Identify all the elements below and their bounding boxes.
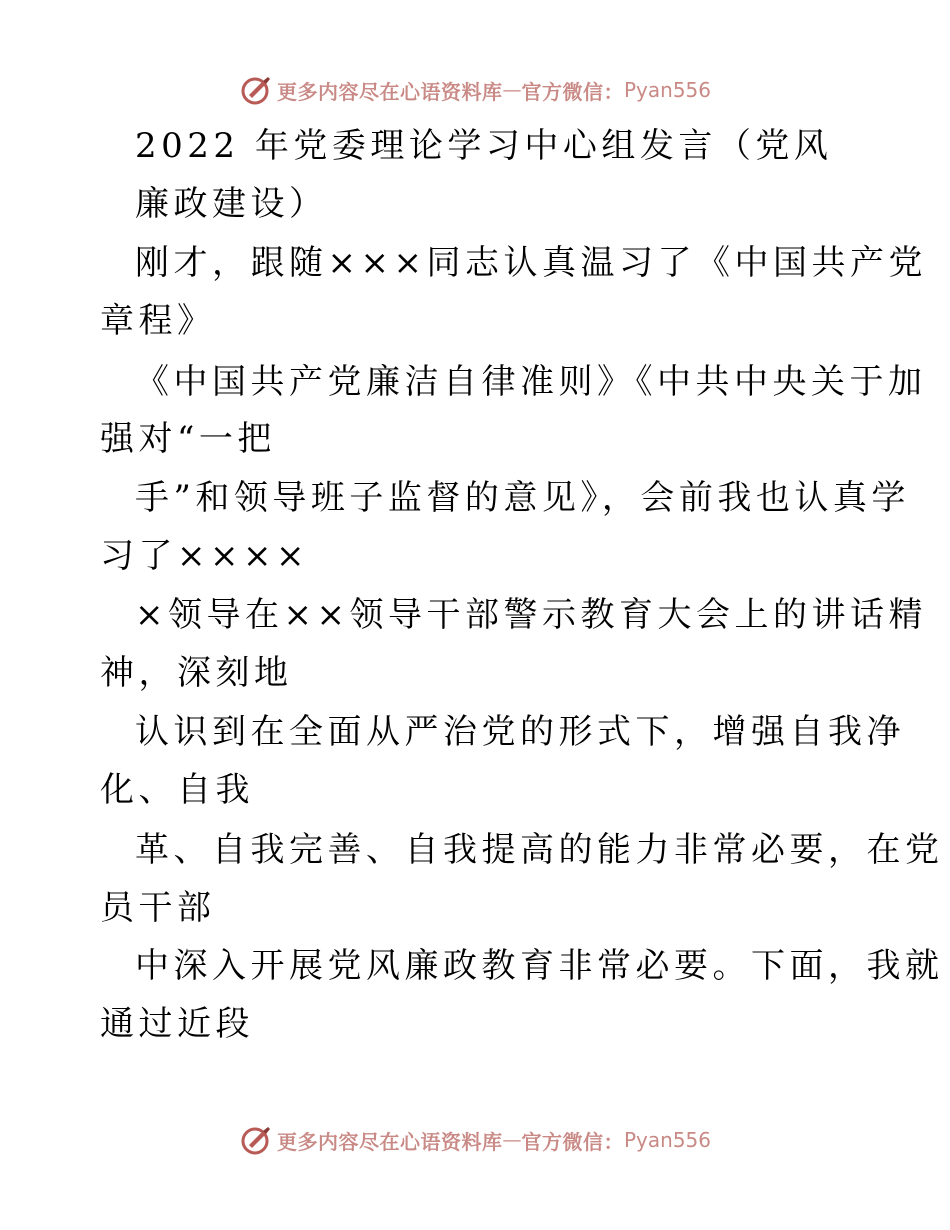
body-line: 刚才，跟随×××同志认真温习了《中国共产党 — [135, 243, 927, 283]
body-line: 《中国共产党廉洁自律准则》《中共中央关于加 — [135, 362, 927, 402]
body-line: 强对“一把 — [100, 419, 276, 459]
body-line: 中深入开展党风廉政教育非常必要。下面，我就 — [135, 946, 944, 986]
body-line: 习了×××× — [100, 536, 309, 576]
banner-label: 官方微信： — [521, 79, 624, 104]
body-line: 通过近段 — [100, 1004, 254, 1044]
banner-label: 官方微信： — [521, 1129, 624, 1154]
document-title-line-2: 廉政建设） — [135, 184, 328, 224]
footer-watermark-banner — [0, 1120, 950, 1160]
banner-separator: — — [502, 1129, 522, 1151]
body-line: 章程》 — [100, 301, 216, 341]
banner-separator: — — [502, 79, 522, 101]
body-line: 手”和领导班子监督的意见》，会前我也认真学 — [135, 478, 910, 518]
brush-logo-icon — [239, 1123, 273, 1157]
document-title-line-1: 2022 年党委理论学习中心组发言（党风 — [135, 126, 833, 166]
banner-id: Pyan556 — [623, 1128, 711, 1152]
body-line: ×领导在××领导干部警示教育大会上的讲话精 — [135, 595, 927, 635]
banner-id: Pyan556 — [623, 78, 711, 102]
banner-text: 更多内容尽在心语资料库 — [276, 79, 503, 104]
body-line: 革、自我完善、自我提高的能力非常必要，在党 — [135, 830, 944, 870]
body-line: 神，深刻地 — [100, 653, 293, 693]
body-line: 员干部 — [100, 888, 216, 928]
banner-text: 更多内容尽在心语资料库 — [276, 1129, 503, 1154]
body-line: 化、自我 — [100, 770, 254, 810]
body-line: 认识到在全面从严治党的形式下，增强自我净 — [135, 712, 905, 752]
